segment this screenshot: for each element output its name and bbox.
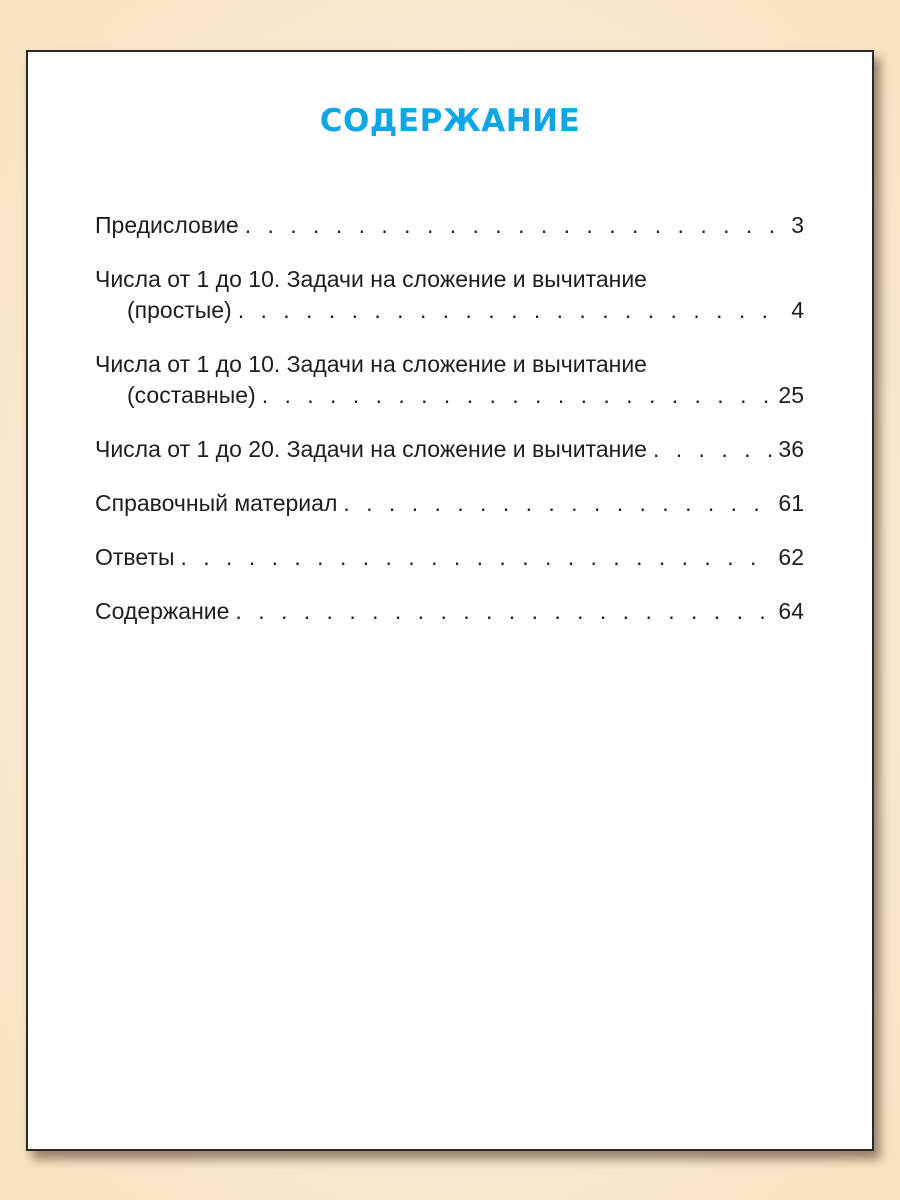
dot-leader	[653, 434, 772, 465]
page-title: СОДЕРЖАНИЕ	[319, 103, 581, 139]
dot-leader	[180, 542, 772, 573]
toc-page-number: 36	[778, 436, 804, 462]
dot-leader	[343, 488, 772, 519]
toc-entry-title-continued: (составные)	[127, 382, 256, 408]
toc-page-number: 62	[778, 544, 804, 570]
toc-entry-title: Числа от 1 до 10. Задачи на сложение и вычитание	[95, 351, 647, 377]
toc-entry-contents	[95, 596, 804, 627]
toc-entry-title: Предисловие	[95, 212, 239, 238]
table-of-contents	[95, 210, 804, 650]
dot-leader	[262, 380, 773, 411]
toc-entry-answers	[95, 542, 804, 573]
toc-page-number: 3	[791, 212, 804, 238]
toc-page-number: 4	[791, 297, 804, 323]
dot-leader	[238, 295, 785, 326]
toc-entry-title-continued: (простые)	[127, 297, 232, 323]
toc-entry-title: Числа от 1 до 10. Задачи на сложение и вычитание	[95, 266, 647, 292]
toc-page-number: 25	[778, 382, 804, 408]
toc-entry-numbers-1-20	[95, 434, 804, 465]
toc-page-number: 61	[778, 490, 804, 516]
toc-entry-preface	[95, 210, 804, 241]
toc-entry-numbers-1-10-compound	[95, 349, 804, 411]
toc-entry-title: Числа от 1 до 20. Задачи на сложение и вычитание	[95, 436, 647, 462]
toc-entry-reference-material	[95, 488, 804, 519]
toc-entry-title: Ответы	[95, 544, 175, 570]
toc-entry-numbers-1-10-simple	[95, 264, 804, 326]
book-page	[26, 50, 874, 1151]
dot-leader	[235, 596, 772, 627]
dot-leader	[245, 210, 785, 241]
toc-page-number: 64	[778, 598, 804, 624]
toc-entry-title: Содержание	[95, 598, 230, 624]
toc-entry-title: Справочный материал	[95, 490, 338, 516]
